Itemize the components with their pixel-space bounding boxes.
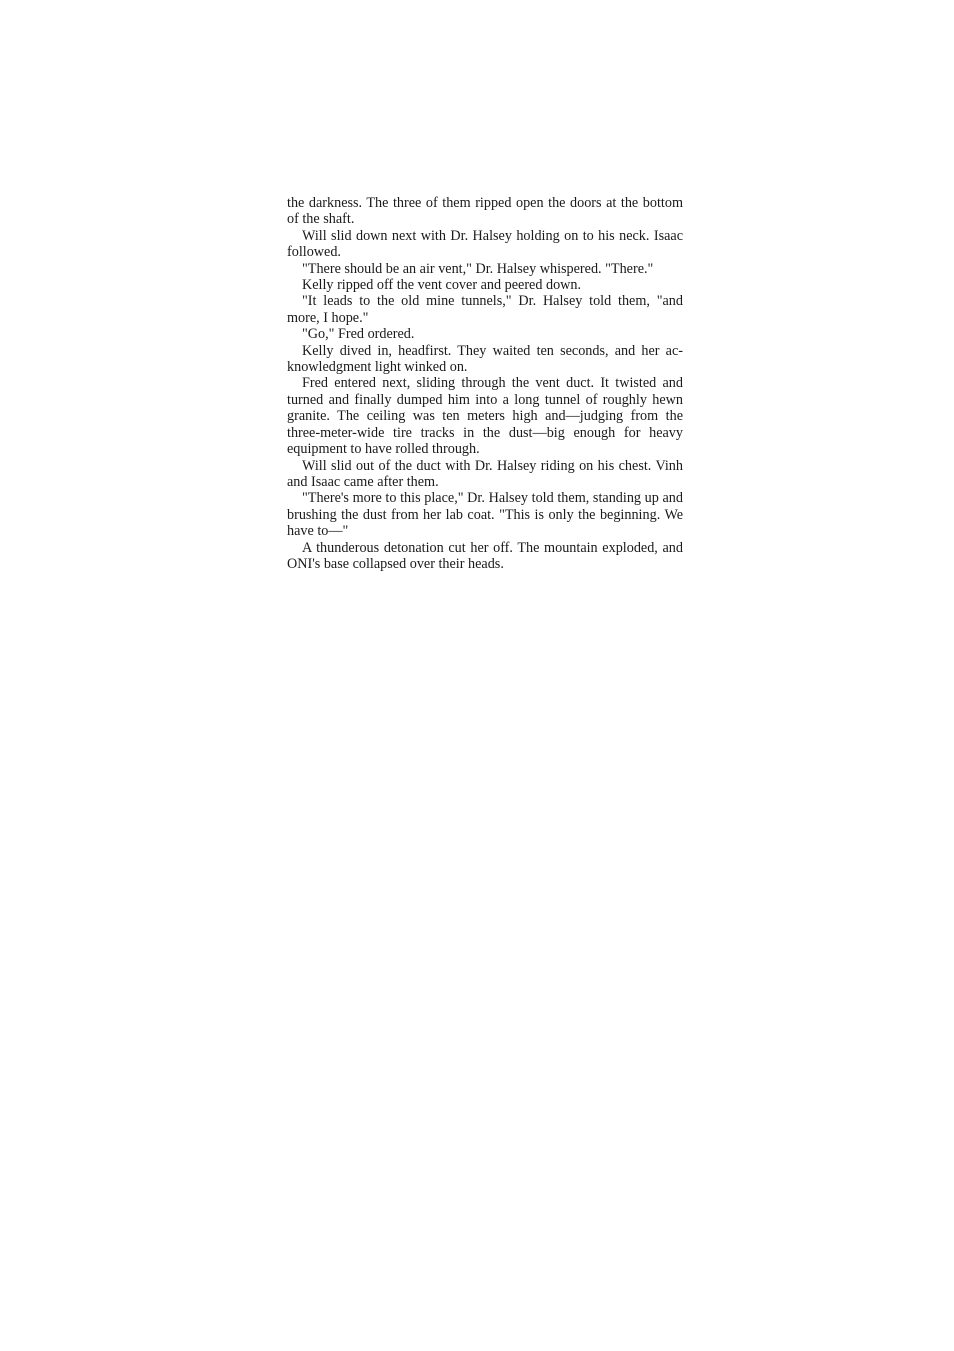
- paragraph: Will slid out of the duct with Dr. Halsey riding on his chest. Vinh and Isaac came after them.: [287, 457, 683, 490]
- paragraph: "There should be an air vent," Dr. Halsey whispered. "There.": [302, 260, 654, 277]
- paragraph: "Go," Fred ordered.: [302, 326, 415, 343]
- paragraph: Fred entered next, sliding through the vent duct. It twisted and turned and finally dumped him into a long tunnel of roughly hewn granite. The ceiling was ten meters high and—judging from the three-meter-wide tire tracks in the dust—big enough for heavy equipment to have rolled through.: [287, 375, 683, 458]
- paragraph: Will slid down next with Dr. Halsey holding on to his neck. Isaac followed.: [287, 227, 683, 261]
- page-text: [287, 195, 683, 572]
- paragraph: the darkness. The three of them ripped open the doors at the bottom of the shaft.: [287, 195, 683, 228]
- paragraph: Kelly dived in, headfirst. They waited ten seconds, and her acknowledgment light winked on.: [287, 342, 683, 376]
- paragraph: "There's more to this place," Dr. Halsey told them, standing up and brushing the dust from her lab coat. "This is only the beginning. We have to—": [287, 490, 683, 540]
- paragraph: A thunderous detonation cut her off. The mountain exploded, and ONI's base collapsed over their heads.: [287, 539, 683, 572]
- paragraph: "It leads to the old mine tunnels," Dr. Halsey told them, "and more, I hope.": [287, 293, 683, 326]
- paragraph: Kelly ripped off the vent cover and peered down.: [302, 277, 582, 294]
